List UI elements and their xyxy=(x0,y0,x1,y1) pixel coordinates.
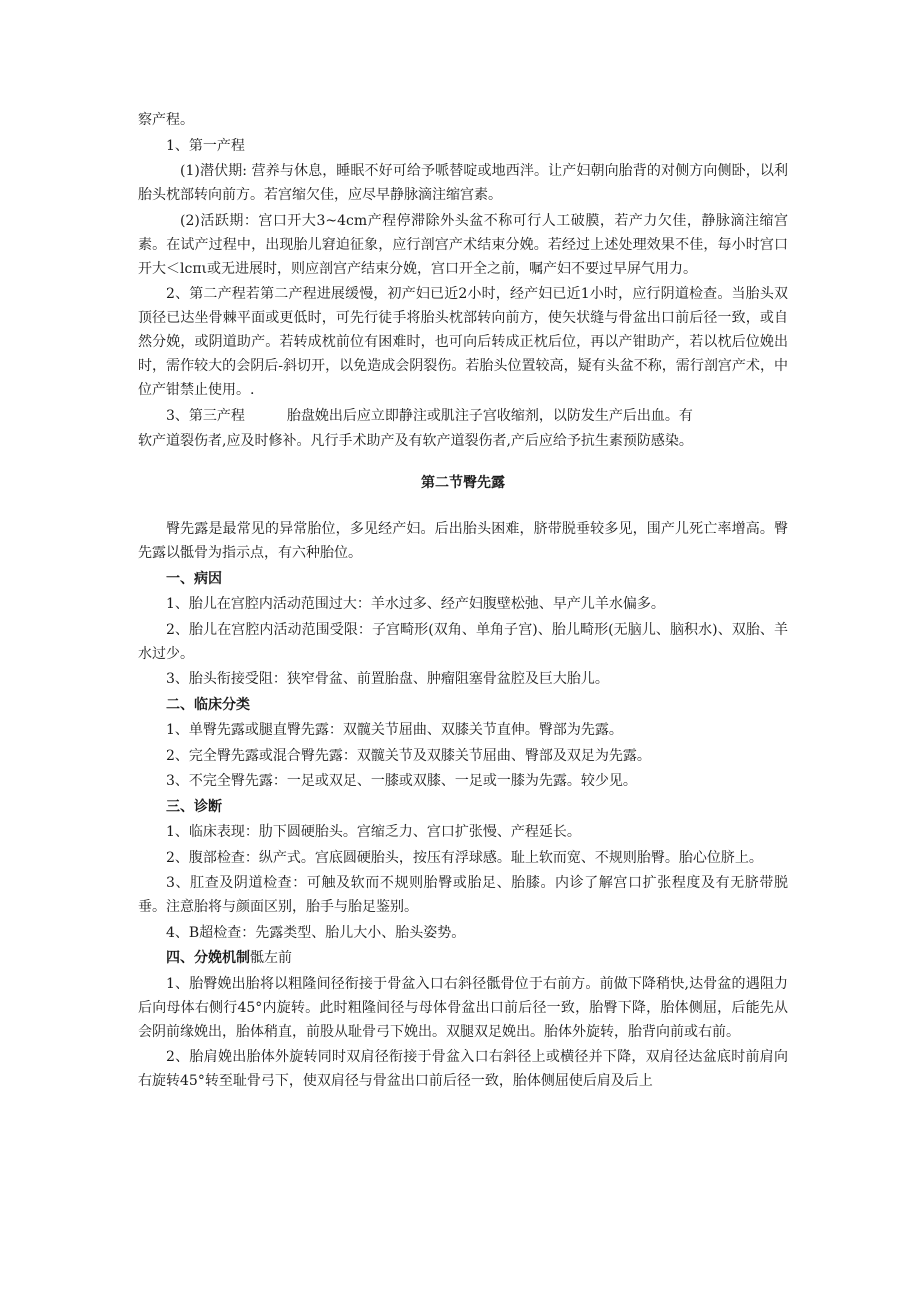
list-item: 3、胎头衔接受阻：狭窄骨盆、前置胎盘、肿瘤阻塞骨盆腔及巨大胎儿。 xyxy=(166,671,609,687)
list-item: 2、腹部检查：纵产式。宫底圆硬胎头，按压有浮球感。耻上软而宽、不规则胎臀。胎心位脐上。 xyxy=(166,849,763,866)
heading-mechanism-position: 骶左前 xyxy=(250,950,292,966)
paragraph-latent-phase: (1)潜伏期: 营养与休息，睡眠不好可给予哌替啶或地西泮。让产妇朝向胎背的对侧方向侧卧，以利胎头枕部转向前方。若宫缩欠佳，应尽早静脉滴注缩宫素。 xyxy=(138,163,788,203)
section-heading-first-stage: 1、第一产程 xyxy=(166,137,245,154)
third-stage-label: 3、第三产程 xyxy=(166,407,245,424)
list-item: 2、胎肩娩出胎体外旋转同时双肩径衔接于骨盆入口右斜径上或横径并下降，双肩径达盆底时前肩向右旋转45°转至耻骨弓下，使双肩径与骨盆出口前后径一致，胎体侧屈使后肩及后上 xyxy=(138,1049,788,1089)
paragraph-intro: 臀先露是最常见的异常胎位，多见经产妇。后出胎头困难，脐带脱垂较多见，围产儿死亡率增高。臀先露以骶骨为指示点，有六种胎位。 xyxy=(138,521,788,561)
section-title: 第二节臀先露 xyxy=(421,475,505,491)
list-item: 1、胎臀娩出胎将以粗隆间径衔接于骨盆入口右斜径骶骨位于右前方。前做下降稍快,达骨盆的遇阻力后向母体右侧行45°内旋转。此时粗隆间径与母体骨盆出口前后径一致，胎臀下降，胎体侧屈，后能先从会阴前缘娩出，胎体稍直，前股从耻骨弓下娩出。双腿双足娩出。胎体外旋转，胎背向前或右前。 xyxy=(138,975,788,1040)
list-item: 1、临床表现：肋下圆硬胎头。宫缩乏力、宫口扩张慢、产程延长。 xyxy=(166,824,581,840)
list-item: 1、单臀先露或腿直臀先露：双髋关节屈曲、双膝关节直伸。臀部为先露。 xyxy=(166,722,623,738)
paragraph-soft-canal: 软产道裂伤者,应及时修补。凡行手术助产及有软产道裂伤者,产后应给予抗生素预防感染。 xyxy=(138,433,693,449)
paragraph: 察产程。 xyxy=(138,112,194,128)
document-page xyxy=(138,108,788,1095)
list-item: 4、B超检查：先露类型、胎儿大小、胎头姿势。 xyxy=(166,924,466,941)
list-item: 1、胎儿在宫腔内活动范围过大：羊水过多、经产妇腹壁松弛、早产儿羊水偏多。 xyxy=(166,596,665,612)
heading-classification: 二、临床分类 xyxy=(166,696,250,713)
paragraph-active-phase: (2)活跃期：宫口开大3~4cm产程停滞除外头盆不称可行人工破膜，若产力欠佳，静脉滴注缩宫素。在试产过程中，出现胎儿窘迫征象，应行剖宫产术结束分娩。若经过上述处理效果不佳，每小时宫口开大＜lcπι或无进展时，则应剖宫产结束分娩，宫口开全之前，嘱产妇不要过早屏气用力。 xyxy=(138,212,788,277)
heading-diagnosis: 三、诊断 xyxy=(166,798,222,815)
heading-etiology: 一、病因 xyxy=(166,570,222,587)
list-item: 3、不完全臀先露：一足或双足、一膝或双膝、一足或一膝为先露。较少见。 xyxy=(166,773,637,789)
list-item: 3、肛查及阴道检查：可触及软而不规则胎臀或胎足、胎膝。内诊了解宫口扩张程度及有无脐带脱垂。注意胎将与颜面区别，胎手与胎足鉴别。 xyxy=(138,875,788,915)
heading-mechanism xyxy=(138,946,788,970)
paragraph-second-stage: 2、第二产程若第二产程进展缓慢，初产妇已近2小时，经产妇已近1小时，应行阴道检查。当胎头双顶径已达坐骨棘平面或更低时，可先行徒手将胎头枕部转向前方，使矢状缝与骨盆出口前后径一致，或自然分娩，或阴道助产。若转成枕前位有困难时，也可向后转成正枕后位，再以产钳助产，若以枕后位娩出时，需作较大的会阴后-斜切开，以免造成会阴裂伤。若胎头位置较高，疑有头盆不称，需行剖宫产术，中位产钳禁止使用。. xyxy=(138,286,788,398)
list-item: 2、完全臀先露或混合臀先露：双髋关节及双膝关节屈曲、臀部及双足为先露。 xyxy=(166,747,651,764)
paragraph-third-stage xyxy=(138,404,788,428)
third-stage-text: 胎盘娩出后应立即静注或肌注子宫收缩剂，以防发生产后出血。有 xyxy=(286,407,693,424)
heading-mechanism-label: 四、分娩机制 xyxy=(166,950,250,966)
list-item: 2、胎儿在宫腔内活动范围受限：子宫畸形(双角、单角子宫)、胎儿畸形(无脑儿、脑积水)、双胎、羊水过少。 xyxy=(138,621,788,662)
